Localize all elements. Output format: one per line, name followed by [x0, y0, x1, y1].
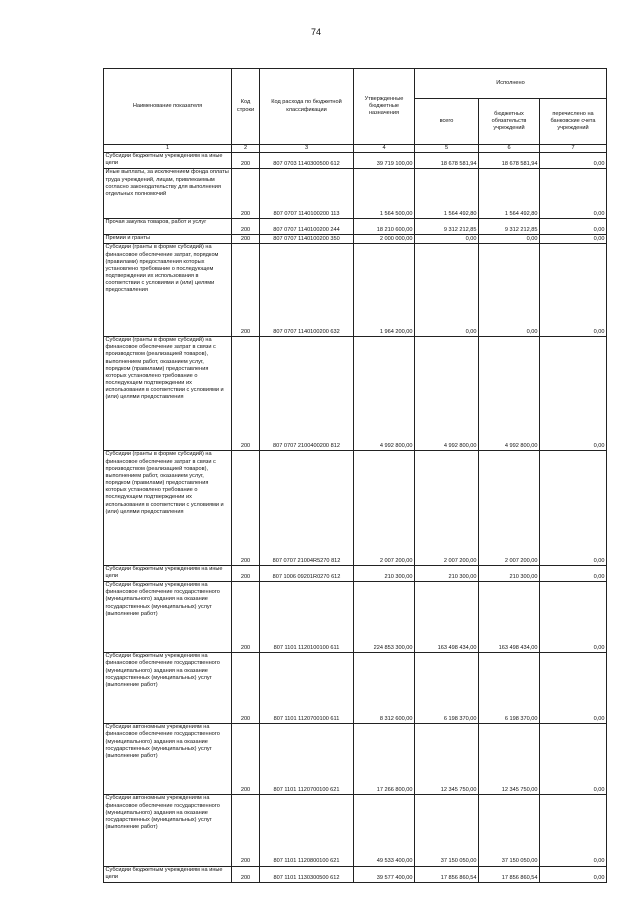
row-executed-total: 1 564 492,80	[415, 169, 479, 219]
row-executed-total: 163 498 434,00	[415, 582, 479, 653]
row-executed-transferred: 0,00	[540, 153, 607, 169]
row-executed-obligations: 1 564 492,80	[479, 169, 540, 219]
row-budget-classification: 807 1101 1120800100 621	[260, 795, 354, 866]
page-number: 74	[310, 27, 321, 37]
row-budget-classification: 807 1101 1120700100 621	[260, 724, 354, 795]
table-row	[104, 244, 607, 337]
row-approved-amount: 2 000 000,00	[354, 235, 415, 244]
row-name: Субсидии автономным учреждениям на финансовое обеспечение государственного (муниципального) задания на оказание государственных (муниципальных) услуг (выполнение работ)	[104, 724, 232, 795]
row-executed-total: 9 312 212,85	[415, 218, 479, 234]
row-line-code: 200	[232, 235, 260, 244]
row-executed-obligations: 9 312 212,85	[479, 218, 540, 234]
header-name: Наименование показателя	[104, 69, 232, 145]
row-name: Субсидии автономным учреждениям на финансовое обеспечение государственного (муниципального) задания на оказание государственных (муниципальных) услуг (выполнение работ)	[104, 795, 232, 866]
row-name: Премии и гранты	[104, 235, 232, 244]
row-approved-amount: 39 719 100,00	[354, 153, 415, 169]
row-name: Субсидии бюджетным учреждениям на финансовое обеспечение государственного (муниципального) задания на оказание государственных (муниципальных) услуг (выполнение работ)	[104, 582, 232, 653]
table-row	[104, 582, 607, 653]
row-executed-transferred: 0,00	[540, 795, 607, 866]
row-executed-total: 12 345 750,00	[415, 724, 479, 795]
row-line-code: 200	[232, 244, 260, 337]
row-executed-transferred: 0,00	[540, 244, 607, 337]
row-executed-obligations: 37 150 050,00	[479, 795, 540, 866]
row-approved-amount: 8 312 600,00	[354, 653, 415, 724]
header-executed-transferred: перечислено на банковские счета учреждений	[540, 99, 607, 145]
table-row	[104, 153, 607, 169]
table-row	[104, 218, 607, 234]
row-name: Субсидии бюджетным учреждениям на иные цели	[104, 153, 232, 169]
row-executed-obligations: 0,00	[479, 235, 540, 244]
row-name: Субсидии (гранты в форме субсидий) на финансовое обеспечение затрат в связи с производством (реализацией товаров), выполнением работ, оказанием услуг, порядком (правилами) предоставления которых установлено требование о последующем подтверждении их использования в соответствии с условиями и (или) целями предоставления	[104, 451, 232, 565]
row-approved-amount: 4 992 800,00	[354, 337, 415, 451]
row-executed-transferred: 0,00	[540, 653, 607, 724]
table-row	[104, 795, 607, 866]
row-budget-classification: 807 0707 1140100200 632	[260, 244, 354, 337]
row-budget-classification: 807 1101 1130300500 612	[260, 866, 354, 882]
row-executed-total: 37 150 050,00	[415, 795, 479, 866]
row-executed-obligations: 6 198 370,00	[479, 653, 540, 724]
column-number: 3	[260, 145, 354, 153]
table-row	[104, 169, 607, 219]
row-budget-classification: 807 0703 1140300500 612	[260, 153, 354, 169]
row-name: Иные выплаты, за исключением фонда оплаты труда учреждений, лицам, привлекаемым согласно законодательству для выполнения отдельных полномочий	[104, 169, 232, 219]
row-budget-classification: 807 1101 1120100100 611	[260, 582, 354, 653]
row-line-code: 200	[232, 866, 260, 882]
row-line-code: 200	[232, 451, 260, 565]
column-number: 4	[354, 145, 415, 153]
row-executed-obligations: 4 992 800,00	[479, 337, 540, 451]
row-approved-amount: 210 300,00	[354, 565, 415, 581]
row-executed-total: 0,00	[415, 235, 479, 244]
row-line-code: 200	[232, 169, 260, 219]
row-budget-classification: 807 0707 21004R5270 812	[260, 451, 354, 565]
row-executed-transferred: 0,00	[540, 866, 607, 882]
row-line-code: 200	[232, 653, 260, 724]
row-executed-total: 4 992 800,00	[415, 337, 479, 451]
row-executed-transferred: 0,00	[540, 724, 607, 795]
row-executed-transferred: 0,00	[540, 218, 607, 234]
row-executed-obligations: 2 007 200,00	[479, 451, 540, 565]
row-executed-total: 210 300,00	[415, 565, 479, 581]
header-executed: Исполнено	[415, 69, 607, 99]
row-name: Субсидии (гранты в форме субсидий) на финансовое обеспечение затрат, порядком (правилами) предоставления которых установлено требование о последующем подтверждении их использования в соответствии с условиями и (или) целями предоставления	[104, 244, 232, 337]
table-row	[104, 565, 607, 581]
row-line-code: 200	[232, 337, 260, 451]
row-line-code: 200	[232, 565, 260, 581]
header-budget-classification: Код расхода по бюджетной классификации	[260, 69, 354, 145]
row-line-code: 200	[232, 724, 260, 795]
row-executed-obligations: 18 678 581,94	[479, 153, 540, 169]
row-approved-amount: 17 266 800,00	[354, 724, 415, 795]
table-row	[104, 235, 607, 244]
table-row	[104, 451, 607, 565]
row-budget-classification: 807 1006 09201R0270 612	[260, 565, 354, 581]
row-executed-transferred: 0,00	[540, 565, 607, 581]
row-approved-amount: 49 533 400,00	[354, 795, 415, 866]
row-executed-obligations: 0,00	[479, 244, 540, 337]
row-executed-total: 2 007 200,00	[415, 451, 479, 565]
row-line-code: 200	[232, 795, 260, 866]
table-row	[104, 653, 607, 724]
row-name: Прочая закупка товаров, работ и услуг	[104, 218, 232, 234]
row-executed-transferred: 0,00	[540, 235, 607, 244]
row-name: Субсидии бюджетным учреждениям на иные цели	[104, 866, 232, 882]
header-approved-allocations: Утвержденные бюджетные назначения	[354, 69, 415, 145]
column-number: 7	[540, 145, 607, 153]
header-executed-obligations: бюджетных обязательств учреждений	[479, 99, 540, 145]
table-row	[104, 337, 607, 451]
row-executed-obligations: 163 498 434,00	[479, 582, 540, 653]
table-body	[104, 153, 607, 883]
row-budget-classification: 807 0707 1140100200 113	[260, 169, 354, 219]
row-executed-total: 18 678 581,94	[415, 153, 479, 169]
row-name: Субсидии (гранты в форме субсидий) на финансовое обеспечение затрат в связи с производством (реализацией товаров), выполнением работ, оказанием услуг, порядком (правилами) предоставления которых установлено требование о последующем подтверждении их использования в соответствии с условиями и (или) целями предоставления	[104, 337, 232, 451]
row-executed-obligations: 17 856 860,54	[479, 866, 540, 882]
row-executed-total: 0,00	[415, 244, 479, 337]
row-approved-amount: 2 007 200,00	[354, 451, 415, 565]
row-executed-obligations: 210 300,00	[479, 565, 540, 581]
row-line-code: 200	[232, 582, 260, 653]
row-executed-total: 6 198 370,00	[415, 653, 479, 724]
column-number: 6	[479, 145, 540, 153]
row-approved-amount: 39 577 400,00	[354, 866, 415, 882]
table-row	[104, 866, 607, 882]
column-number-row	[104, 145, 607, 153]
row-name: Субсидии бюджетным учреждениям на финансовое обеспечение государственного (муниципального) задания на оказание государственных (муниципальных) услуг (выполнение работ)	[104, 653, 232, 724]
row-executed-obligations: 12 345 750,00	[479, 724, 540, 795]
row-executed-transferred: 0,00	[540, 337, 607, 451]
header-line-code: Код строки	[232, 69, 260, 145]
row-executed-total: 17 856 860,54	[415, 866, 479, 882]
row-executed-transferred: 0,00	[540, 582, 607, 653]
budget-execution-table	[103, 68, 607, 883]
row-budget-classification: 807 0707 1140100200 244	[260, 218, 354, 234]
row-line-code: 200	[232, 218, 260, 234]
row-budget-classification: 807 1101 1120700100 611	[260, 653, 354, 724]
row-budget-classification: 807 0707 2100400200 812	[260, 337, 354, 451]
row-approved-amount: 1 564 500,00	[354, 169, 415, 219]
column-number: 5	[415, 145, 479, 153]
row-executed-transferred: 0,00	[540, 451, 607, 565]
row-approved-amount: 18 210 600,00	[354, 218, 415, 234]
row-executed-transferred: 0,00	[540, 169, 607, 219]
row-name: Субсидии бюджетным учреждениям на иные цели	[104, 565, 232, 581]
row-approved-amount: 224 853 300,00	[354, 582, 415, 653]
row-budget-classification: 807 0707 1140100200 350	[260, 235, 354, 244]
table-row	[104, 724, 607, 795]
column-number: 1	[104, 145, 232, 153]
column-number: 2	[232, 145, 260, 153]
row-approved-amount: 1 964 200,00	[354, 244, 415, 337]
row-line-code: 200	[232, 153, 260, 169]
header-executed-total: всего	[415, 99, 479, 145]
